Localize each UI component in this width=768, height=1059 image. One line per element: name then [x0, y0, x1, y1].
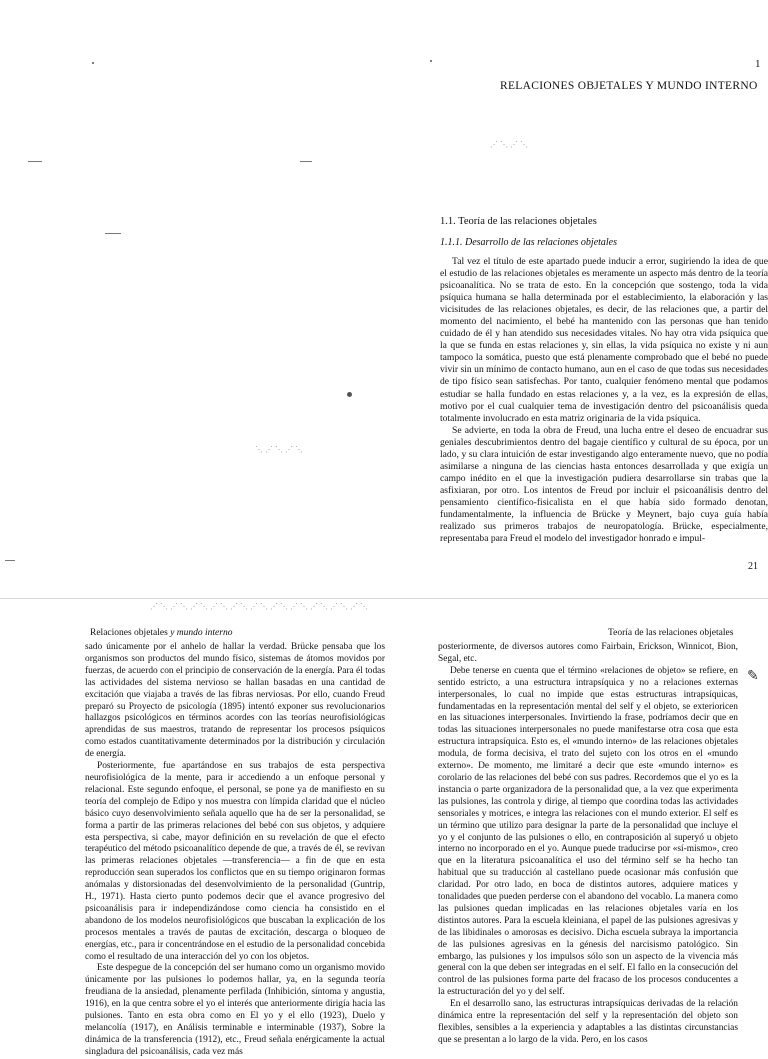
scan-noise: ⋱⋰⋱⋰⋱ — [255, 445, 305, 454]
right-page-body — [438, 642, 738, 1045]
scan-speck — [430, 60, 432, 62]
folio-number: 21 — [748, 561, 758, 572]
top-page-body — [440, 256, 768, 572]
left-page-body — [85, 642, 385, 1057]
paragraph: En el desarrollo sano, las estructuras intrapsíquicas derivadas de la relación dinámica entre la representación del self y la representación del objeto son flexibles, sensibles a la experiencia y adaptables a las distintas circunstancias que se presentan a lo largo de la vida. Pero, en los casos — [438, 999, 738, 1045]
scan-mark — [28, 161, 42, 162]
scan-mark — [300, 161, 312, 162]
paragraph: Debe tenerse en cuenta que el término «relaciones de objeto» se refiere, en sentido estricto, a una estructura intrapsíquica y no a relaciones externas interpersonales, lo cual no impide que estas estructuras intrapsíquicas, fundamentadas en la representación mental del self y el objeto, se exterioricen en las situaciones interpersonales. Invirtiendo la frase, podríamos decir que en todas las situaciones interpersonales no puede manifestarse otra cosa que esta estructura intrapsíquica. Esto es, el «mundo interno» de las relaciones objetales modula, de forma decisiva, el trato del sujeto con los otros en el «mundo externo». De momento, me limitaré a decir que este «mundo interno» es corolario de las relaciones del bebé con sus padres. Recordemos que el yo es la instancia o parte organizadora de la personalidad que, a la vez que experimenta las pulsiones, las controla y dirige, al tiempo que coordina todas las actividades sensoriales y motrices, e integra las relaciones con el mundo exterior. El self es un término que utilizo para designar la parte de la personalidad que incluye el yo y el conjunto de las pulsiones o ello, en contraposición al superyó u objeto interno no incorporado en el yo. Aunque puede traducirse por «sí-mismo», creo que en la literatura psicoanalítica el uso del término self se ha hecho tan habitual que su traducción al castellano puede ocasionar más confusión que claridad. Por otro lado, en boca de distintos autores, adquiere matices y tonalidades que pueden perderse con el abandono del vocablo. La manera como las pulsiones quedan implicadas en las relaciones objetales varía en los distintos autores. Para la escuela kleiniana, el papel de las pulsiones agresivas y de las libidinales o amorosas es decisivo. Dicha escuela subraya la importancia de las pulsiones agresivas en la génesis del narcisismo patológico. Sin embargo, las pulsiones y los impulsos sólo son un aspecto de la vivencia más general con la que deben ser integradas en el self. El fallo en la consecución del control de las pulsiones forma parte del fracaso de los procesos conducentes a la estructuración del yo y del self. — [438, 665, 738, 998]
scan-speck — [347, 392, 352, 397]
margin-annotation-icon: ✎ — [747, 669, 759, 684]
subsection-heading: 1.1.1. Desarrollo de las relaciones objetales — [440, 237, 618, 248]
scan-mark — [5, 560, 15, 561]
paragraph: Tal vez el título de este apartado puede inducir a error, sugiriendo la idea de que el estudio de las relaciones objetales es meramente un aspecto más dentro de la teoría psicoanalítica. No se trata de esto. En la concepción que sostengo, toda la vida psíquica humana se halla determinada por el establecimiento, la elaboración y las vicisitudes de las relaciones objetales, es decir, de las relaciones que, a partir del momento del nacimiento, el bebé ha mantenido con las personas que han tenido cuidado de él y han atendido sus necesidades vitales. No hay otra vida psíquica que la que se funda en estas relaciones y, sin ellas, la vida psíquica no existe y ni aun tampoco la somática, puesto que está plenamente comprobado que el bebé no puede vivir sin un mínimo de contacto humano, aun en el caso de que todas sus necesidades de tipo físico sean satisfechas. Por tanto, cualquier fenómeno mental que podamos estudiar se halla fundado en estas relaciones y, a la vez, es la expresión de ellas, motivo por el cual cualquier tema de investigación dentro del psicoanálisis queda totalmente involucrado en esta matriz originaria de la vida psíquica. — [440, 256, 768, 424]
page-number: 1 — [755, 58, 761, 70]
paragraph: sado únicamente por el anhelo de hallar la verdad. Brücke pensaba que los organismos son productos del mundo físico, sistemas de átomos movidos por fuerzas, de acuerdo con el principio de conservación de la energía. Para él todas las actividades del sistema nervioso se hallan basadas en una cantidad de excitación que viajaba a través de las fibras nerviosas. Por ello, cuando Freud preparó su Proyecto de psicología (1895) intentó exponer sus revolucionarios hallazgos psicológicos en términos acordes con las teorías neurofisiológicas aprendidas de sus maestros, tratando de representar los procesos psíquicos como estados cuantitativamente determinados por la distribución y circulación de energía. — [85, 642, 385, 760]
paragraph: Se advierte, en toda la obra de Freud, una lucha entre el deseo de encuadrar sus geniales descubrimientos dentro del bagaje científico y cultural de su época, por un lado, y su clara intuición de estar investigando algo enteramente nuevo, que no podía asimilarse a ninguna de las ciencias hasta entonces desarrollada y que exigía un campo inédito en el que la investigación pudiera desarrollarse sin trabas que la asfixiaran, por otro. Los intentos de Freud por incluir el psicoanálisis dentro del pensamiento científico-fisicalista en el que había sido formado denotan, fundamentalmente, la influencia de Brücke y Meynert, bajo cuya guía había realizado sus primeros trabajos de neuropatología. Brücke, especialmente, representaba para Freud el modelo del investigador honrado e impul- — [440, 424, 768, 545]
scan-speck — [92, 62, 94, 64]
scan-noise: ⋰⋱⋰⋱⋰⋱⋰⋱⋰⋱⋰⋱⋰⋱⋰⋱⋰⋱⋰⋱⋰⋱ — [150, 602, 370, 611]
running-head-left: Relaciones objetales y mundo interno — [90, 628, 233, 638]
paragraph: Este despegue de la concepción del ser humano como un organismo movido únicamente por las pulsiones lo podemos hallar, ya, en la segunda teoría freudiana de la ansiedad, plenamente perfilada (Inhibición, síntoma y angustia, 1916), en la que centra sobre el yo el interés que anteriormente dirigía hacia las pulsiones. Tanto en esta obra como en El yo y el ello (1923), Duelo y melancolía (1917), en Análisis terminable e interminable (1937), Sobre la dinámica de la transferencia (1912), etc., Freud señala enérgicamente la actual singladura del psicoanálisis, cada vez más — [85, 963, 385, 1057]
paragraph: posteriormente, de diversos autores como Fairbain, Erickson, Winnicot, Bion, Segal, etc. — [438, 642, 738, 664]
scan-noise: ⋰⋱⋰⋱ — [490, 140, 530, 149]
paragraph: Posteriormente, fue apartándose en sus trabajos de esta perspectiva neurofisiológica de la mente, para ir accediendo a un enfoque personal y relacional. Este segundo enfoque, el personal, se pone ya de manifiesto en su teoría del complejo de Edipo y nos muestra con límpida claridad que el núcleo básico cuyo desenvolvimiento señala aquello que ha de ser la personalidad, se forma a partir de las primeras relaciones del bebé con sus objetos, y adquiere esta perspectiva, si cabe, mayor definición en su revelación de que el efecto terapéutico del método psicoanalítico depende de que, a través de él, se revivan las primeras relaciones objetales —transferencia— a fin de que en esta reproducción sean superados los conflictos que en su tiempo originaron formas anómalas y distorsionadas del desenvolvimiento de la personalidad (Guntrip, H., 1971). Hasta cierto punto podemos decir que el avance progresivo del psicoanálisis para ir independizándose como ciencia ha consistido en el abandono de los modelos neurofisiológicos que buscaban la explicación de los procesos mentales a través de pautas de excitación, descarga o bloqueo de energías, etc., para ir concentrándose en el estudio de la personalidad concebida como el resultado de una interacción del yo con los objetos. — [85, 761, 385, 962]
running-title: RELACIONES OBJETALES Y MUNDO INTERNO — [500, 80, 758, 92]
section-heading: 1.1. Teoría de las relaciones objetales — [440, 216, 597, 227]
scan-mark — [105, 233, 121, 234]
running-head-right: Teoría de las relaciones objetales — [608, 628, 734, 638]
page-divider — [0, 598, 768, 599]
